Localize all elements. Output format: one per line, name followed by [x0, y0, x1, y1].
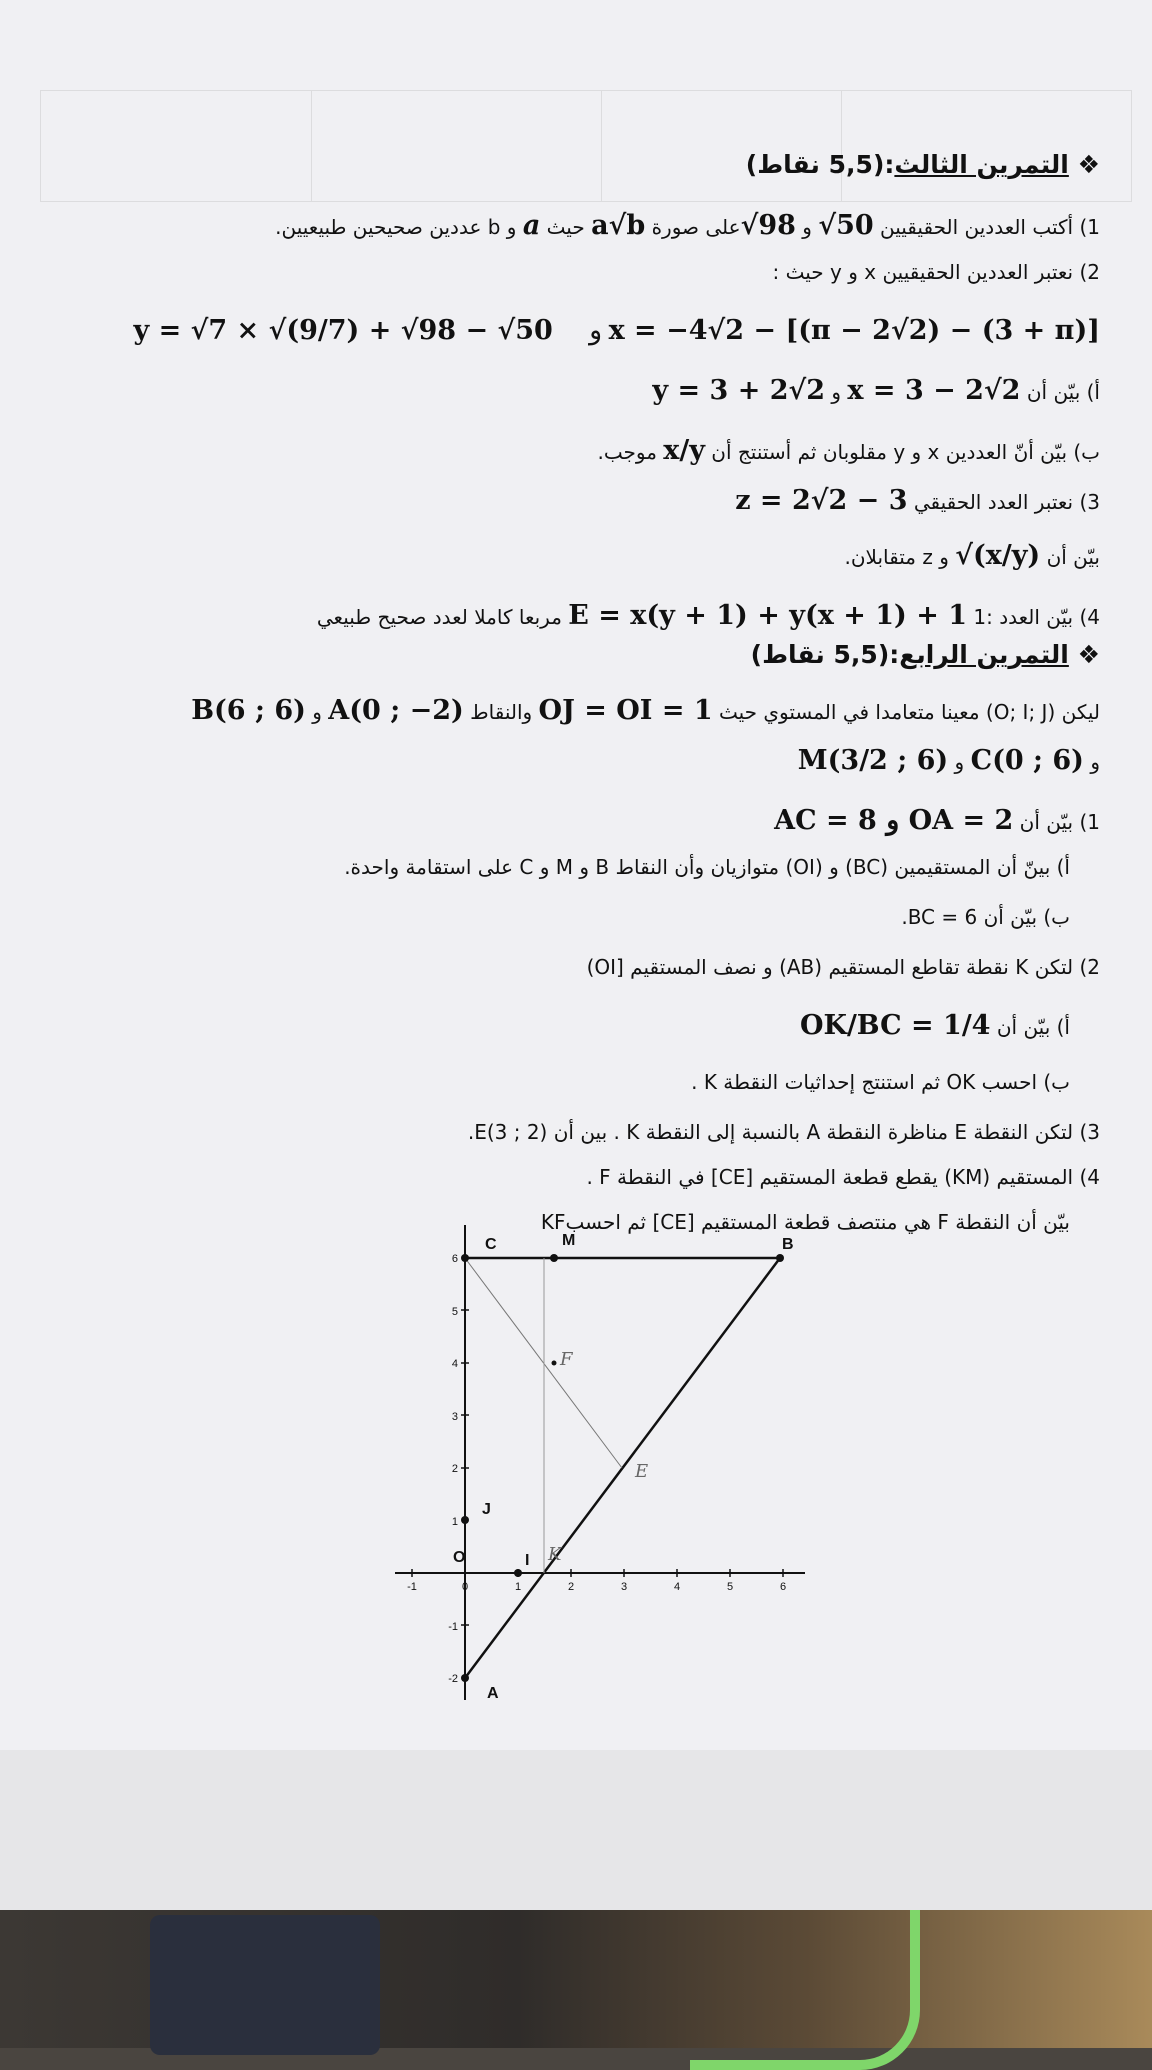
ex4-q3: 3) لتكن النقطة E مناظرة النقطة A بالنسبة إلى النقطة K . بين أن E(3 ; 2). [467, 1120, 1100, 1144]
x-tick: 0 [461, 1581, 469, 1593]
y-tick: 5 [451, 1306, 458, 1318]
ex3-q4: 4) بيّن العدد :1 E = x(y + 1) + y(x + 1) + 1 مربعا كاملا لعدد صحيح طبيعي [316, 600, 1100, 631]
person-leg [150, 1915, 380, 2055]
label-B: B [782, 1236, 794, 1253]
label-O: O [453, 1549, 466, 1566]
ex4-intro-points: و C(0 ; 6) و M(3/2 ; 6) [797, 745, 1100, 776]
ex3-q3: 3) نعتبر العدد الحقيقي z = 2√2 − 3 [735, 485, 1100, 516]
ex3-q2-defs: x = −4√2 − [(π − 2√2) − (3 + π)] و y = √7 × √(9/7) + √98 − √50 [133, 315, 1100, 346]
ex4-q4: 4) المستقيم (KM) يقطع قطعة المستقيم [CE] في النقطة F . [586, 1165, 1100, 1189]
ex4-q2a: أ) بيّن أن OK/BC = 1/4 [799, 1010, 1070, 1041]
ex3-heading [746, 150, 1100, 179]
label-J: J [482, 1501, 491, 1518]
x-tick: 3 [620, 1581, 628, 1593]
ex4-q4b: بيّن أن النقطة F هي منتصف قطعة المستقيم [CE] ثم احسبKF [540, 1210, 1070, 1234]
ex4-points: :(5,5 نقاط) [750, 640, 900, 669]
ex4-heading [751, 640, 1100, 669]
x-tick: 1 [514, 1581, 522, 1593]
y-tick: 6 [451, 1253, 458, 1265]
chair-edge [690, 1910, 920, 2070]
ex3-q1: 1) أكتب العددين الحقيقيين √50 و √98على صورة a√b حيث a و b عددين صحيحين طبيعيين. [275, 210, 1100, 241]
ex4-q2b: ب) احسب OK ثم استنتج إحداثيات النقطة K . [691, 1070, 1070, 1094]
ex4-q1a: أ) بينّ أن المستقيمين (BC) و (OI) متوازيان وأن النقاط B و M و C على استقامة واحدة. [344, 855, 1070, 879]
label-I: I [525, 1552, 530, 1569]
y-tick: 3 [451, 1411, 458, 1423]
ex4-title: التمرين الرابع [899, 640, 1069, 669]
ex4-intro: ليكن (O; I; J) معينا متعامدا في المستوي حيث OJ = OI = 1 والنقاط A(0 ; −2) و B(6 ; 6) [191, 695, 1100, 726]
coordinate-figure [390, 1215, 810, 1705]
handwritten-K: K [548, 1544, 562, 1565]
x-tick: 5 [726, 1581, 734, 1593]
y-tick: 4 [451, 1358, 458, 1370]
ex3-q2: 2) نعتبر العددين الحقيقيين x و y حيث : [772, 260, 1100, 284]
y-tick: -1 [448, 1621, 458, 1633]
x-tick: -1 [407, 1581, 417, 1593]
ex4-q2: 2) لتكن K نقطة تقاطع المستقيم (AB) و نصف المستقيم [OI) [586, 955, 1100, 979]
bleed-through-table [40, 90, 1132, 202]
ex3-points: :(5,5 نقاط) [745, 150, 895, 179]
point-A [461, 1674, 469, 1682]
ex3-q3b: بيّن أن √(x/y) و z متقابلان. [844, 540, 1100, 571]
ex3-title: التمرين الثالث [894, 150, 1069, 179]
paper-edge [0, 1750, 1152, 1910]
label-M: M [562, 1232, 576, 1249]
x-tick: 4 [673, 1581, 681, 1593]
ex4-q1b: ب) بيّن أن BC = 6. [901, 905, 1070, 929]
label-C: C [485, 1236, 497, 1253]
y-tick: -2 [448, 1673, 458, 1685]
diamond-bullet-icon: ❖ [1077, 640, 1100, 669]
x-tick: 2 [567, 1581, 575, 1593]
point-M [550, 1254, 558, 1262]
ex4-q1: 1) بيّن أن AC = 8 و OA = 2 [774, 805, 1100, 836]
ex3-qa: أ) بيّن أن x = 3 − 2√2 و y = 3 + 2√2 [652, 375, 1100, 406]
point-C [461, 1254, 469, 1262]
x-tick: 6 [779, 1581, 787, 1593]
diamond-bullet-icon: ❖ [1077, 150, 1100, 179]
ex3-qb: ب) بيّن أنّ العددين x و y مقلوبان ثم أستنتج أن x/y موجب. [597, 435, 1100, 466]
y-tick: 2 [451, 1463, 458, 1475]
point-F [552, 1361, 557, 1366]
point-B [776, 1254, 784, 1262]
label-A: A [487, 1685, 499, 1702]
handwritten-E: E [635, 1461, 649, 1482]
handwritten-F: F [560, 1349, 573, 1370]
point-J [461, 1516, 469, 1524]
y-tick: 1 [451, 1516, 458, 1528]
